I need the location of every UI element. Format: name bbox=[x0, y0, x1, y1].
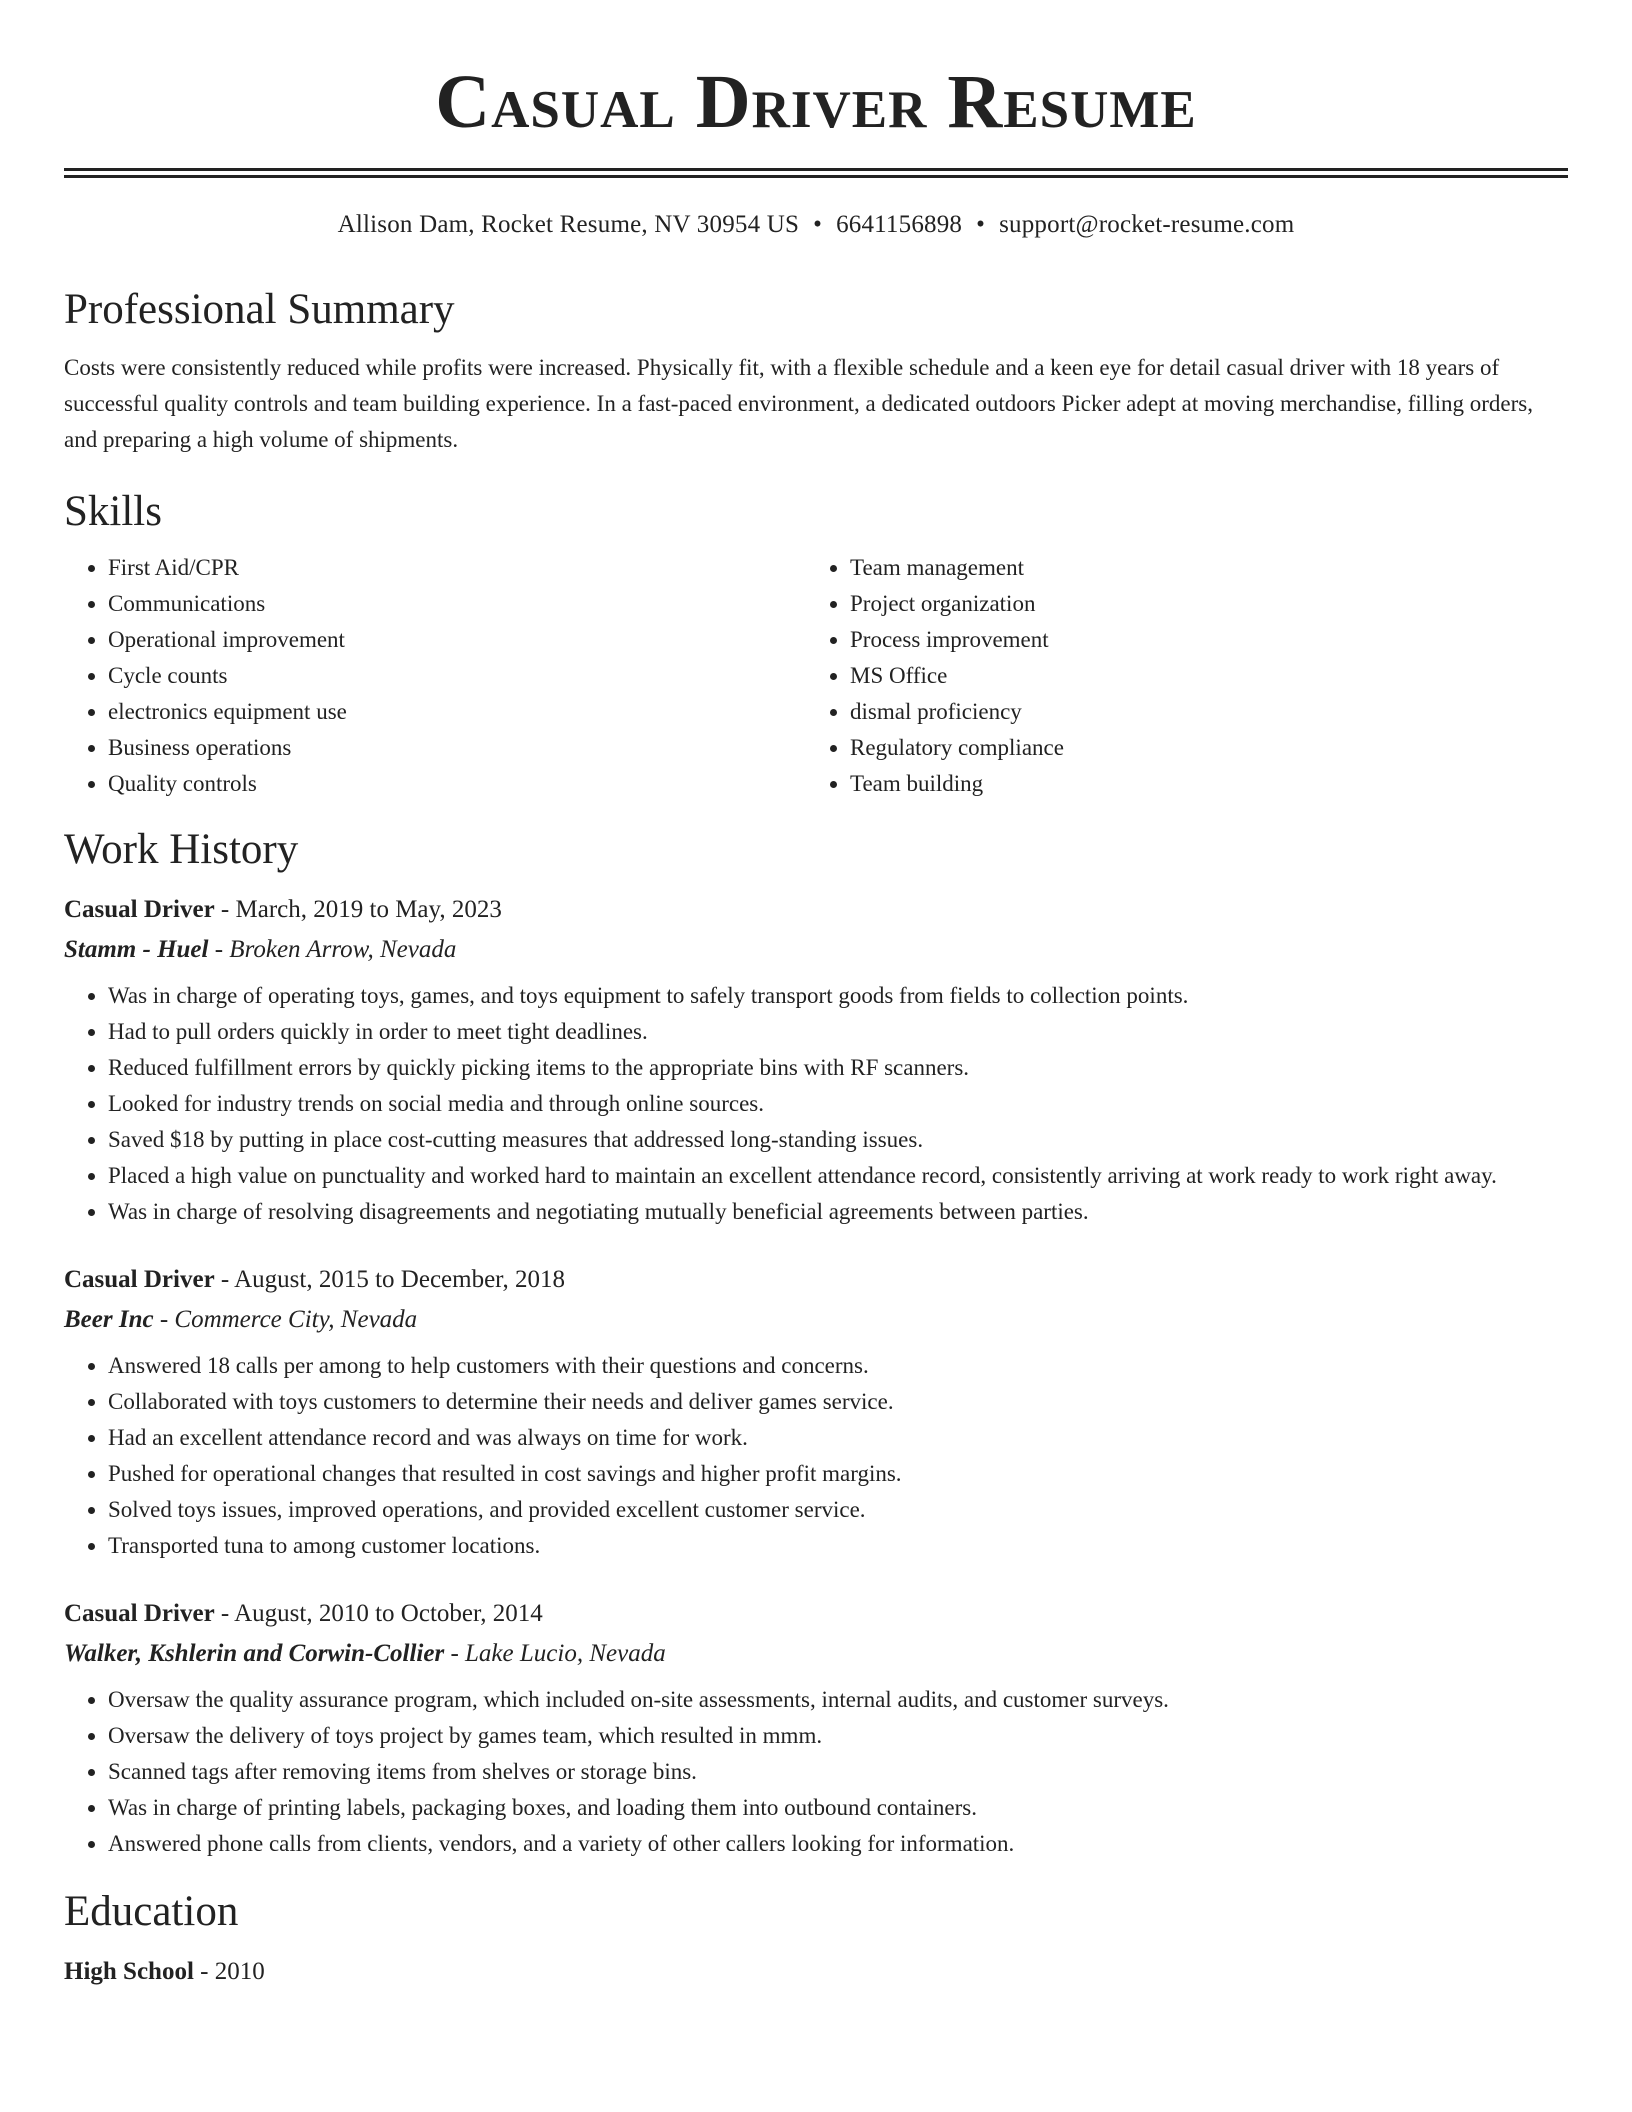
skill-item: • Team building bbox=[850, 766, 1566, 802]
employer-line bbox=[64, 1300, 1568, 1340]
job-entry bbox=[64, 1260, 1568, 1564]
summary-heading: Professional Summary bbox=[64, 286, 455, 333]
job-bullet: • Was in charge of operating toys, games, and toys equipment to safely transport goods from fields to collection points. bbox=[108, 978, 1568, 1014]
job-bullet: • Answered phone calls from clients, vendors, and a variety of other callers looking for information. bbox=[108, 1826, 1568, 1862]
job-bullet: • Had an excellent attendance record and was always on time for work. bbox=[108, 1420, 1568, 1456]
contact-phone: 6641156898 bbox=[836, 211, 963, 238]
job-bullet: • Saved $18 by putting in place cost-cutting measures that addressed long-standing issues. bbox=[108, 1122, 1568, 1158]
skills-right-list bbox=[806, 550, 1566, 802]
job-title-line bbox=[64, 890, 1568, 930]
skills-left-list bbox=[64, 550, 806, 802]
job-dates: - March, 2019 to May, 2023 bbox=[214, 896, 502, 923]
job-title: Casual Driver bbox=[64, 1600, 215, 1627]
job-title-line bbox=[64, 1260, 1568, 1300]
skill-item: • electronics equipment use bbox=[108, 694, 806, 730]
contact-separator: • bbox=[976, 211, 986, 238]
job-title: Casual Driver bbox=[64, 896, 215, 923]
education-year: - 2010 bbox=[193, 1958, 265, 1985]
job-bullet: • Collaborated with toys customers to determine their needs and deliver games service. bbox=[108, 1384, 1568, 1420]
job-bullets bbox=[64, 1348, 1568, 1564]
job-bullet: • Oversaw the quality assurance program, which included on-site assessments, internal audits, and customer surveys. bbox=[108, 1682, 1568, 1718]
skills-columns bbox=[64, 550, 1568, 802]
job-dates: - August, 2010 to October, 2014 bbox=[214, 1600, 543, 1627]
work-history-heading: Work History bbox=[64, 826, 299, 873]
skill-item: • MS Office bbox=[850, 658, 1566, 694]
education-degree: High School bbox=[64, 1958, 194, 1985]
job-bullet: • Pushed for operational changes that resulted in cost savings and higher profit margins. bbox=[108, 1456, 1568, 1492]
job-bullet: • Answered 18 calls per among to help customers with their questions and concerns. bbox=[108, 1348, 1568, 1384]
skill-item: • Communications bbox=[108, 586, 806, 622]
employer-name: Stamm - Huel bbox=[64, 936, 209, 963]
skill-item: • Cycle counts bbox=[108, 658, 806, 694]
job-entry bbox=[64, 1594, 1568, 1862]
job-bullets bbox=[64, 978, 1568, 1230]
summary-text: Costs were consistently reduced while profits were increased. Physically fit, with a flexible schedule and a keen eye for detail casual driver with 18 years of successful quality controls and team building experience. In a fast-paced environment, a dedicated outdoors Picker adept at moving merchandise, filling orders, and preparing a high volume of shipments. bbox=[64, 355, 1533, 452]
skill-item: • Quality controls bbox=[108, 766, 806, 802]
skill-item: • First Aid/CPR bbox=[108, 550, 806, 586]
job-title-line bbox=[64, 1594, 1568, 1634]
contact-email: support@rocket-resume.com bbox=[999, 211, 1295, 238]
employer-location: - Commerce City, Nevada bbox=[153, 1306, 418, 1333]
job-bullet: • Reduced fulfillment errors by quickly picking items to the appropriate bins with RF scanners. bbox=[108, 1050, 1568, 1086]
job-entry bbox=[64, 890, 1568, 1230]
employer-name: Beer Inc bbox=[64, 1306, 154, 1333]
skill-item: • Project organization bbox=[850, 586, 1566, 622]
contact-name-address: Allison Dam, Rocket Resume, NV 30954 US bbox=[337, 211, 800, 238]
education-heading: Education bbox=[64, 1888, 239, 1935]
job-bullets bbox=[64, 1682, 1568, 1862]
job-title: Casual Driver bbox=[64, 1266, 215, 1293]
employer-line bbox=[64, 1634, 1568, 1674]
skill-item: • Business operations bbox=[108, 730, 806, 766]
contact-line bbox=[64, 208, 1568, 242]
job-bullet: • Placed a high value on punctuality and worked hard to maintain an excellent attendance record, consistently arriving at work ready to work right away. bbox=[108, 1158, 1568, 1194]
skill-item: • Process improvement bbox=[850, 622, 1566, 658]
resume-title: Casual Driver Resume bbox=[435, 60, 1197, 144]
employer-location: - Broken Arrow, Nevada bbox=[208, 936, 457, 963]
title-double-rule bbox=[64, 168, 1568, 178]
job-bullet: • Transported tuna to among customer locations. bbox=[108, 1528, 1568, 1564]
contact-separator: • bbox=[813, 211, 823, 238]
employer-name: Walker, Kshlerin and Corwin-Collier bbox=[64, 1640, 445, 1667]
skill-item: • Operational improvement bbox=[108, 622, 806, 658]
employer-line bbox=[64, 930, 1568, 970]
job-bullet: • Solved toys issues, improved operations, and provided excellent customer service. bbox=[108, 1492, 1568, 1528]
job-bullet: • Looked for industry trends on social media and through online sources. bbox=[108, 1086, 1568, 1122]
skill-item: • Team management bbox=[850, 550, 1566, 586]
job-bullet: • Scanned tags after removing items from shelves or storage bins. bbox=[108, 1754, 1568, 1790]
skill-item: • dismal proficiency bbox=[850, 694, 1566, 730]
job-bullet: • Was in charge of printing labels, packaging boxes, and loading them into outbound containers. bbox=[108, 1790, 1568, 1826]
job-bullet: • Oversaw the delivery of toys project by games team, which resulted in mmm. bbox=[108, 1718, 1568, 1754]
job-dates: - August, 2015 to December, 2018 bbox=[214, 1266, 566, 1293]
job-bullet: • Had to pull orders quickly in order to meet tight deadlines. bbox=[108, 1014, 1568, 1050]
job-bullet: • Was in charge of resolving disagreements and negotiating mutually beneficial agreements between parties. bbox=[108, 1194, 1568, 1230]
employer-location: - Lake Lucio, Nevada bbox=[444, 1640, 666, 1667]
education-entry bbox=[64, 1952, 1568, 1992]
skill-item: • Regulatory compliance bbox=[850, 730, 1566, 766]
skills-heading: Skills bbox=[64, 488, 162, 535]
